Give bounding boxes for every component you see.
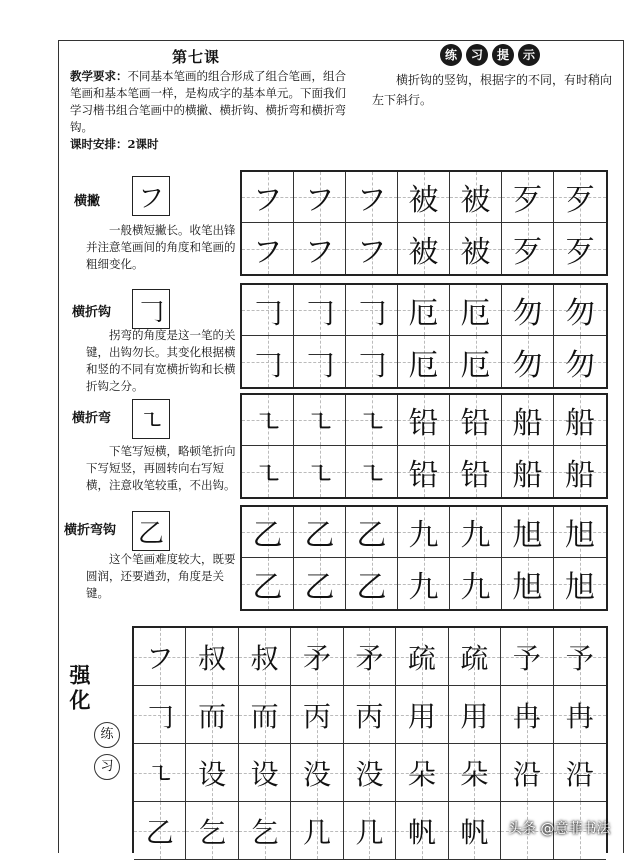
grid-char: 九 [460,518,491,553]
strengthen-cell [501,628,553,686]
grid-cell [398,507,450,558]
strengthen-char: 沿 [565,757,594,791]
strengthen-char: 丙 [303,699,332,733]
class-hours: 课时安排：2课时 [70,137,159,151]
grid-cell [502,558,554,609]
strengthen-cell [554,628,606,686]
grid-cell [398,285,450,336]
grid-char: 铅 [408,406,439,441]
grid-char: 旭 [512,518,543,553]
strengthen-cell [344,802,396,860]
strengthen-cell [291,686,343,744]
strengthen-cell [396,686,448,744]
practice-tips-heading [440,44,540,66]
stroke-demo-box: 乙 [132,511,170,551]
grid-char: フ [252,183,283,218]
grid-char: ㇍ [304,406,335,441]
practice-char: 练 [94,722,120,748]
strengthen-char: 疏 [460,641,489,675]
stroke-label: 横折弯钩 [64,523,117,538]
stroke-demo-box: ㇍ [132,399,170,439]
strengthen-char: 乞 [198,815,227,849]
grid-cell [242,446,294,497]
strengthen-cell [134,744,186,802]
tip-char: 练 [440,44,462,66]
strengthen-char: 用 [407,699,436,733]
grid-cell [242,558,294,609]
grid-char: 𠃌 [356,347,387,383]
strengthen-cell [134,628,186,686]
grid-char: 乙 [252,518,283,553]
grid-cell [450,285,502,336]
grid-cell [502,446,554,497]
grid-char: 𠃌 [356,296,387,331]
grid-cell [294,223,346,274]
grid-char: ㇍ [356,406,387,441]
grid-cell [346,223,398,274]
grid-cell [398,395,450,446]
strengthen-cell [239,686,291,744]
practice-grid [240,170,608,276]
grid-cell [242,395,294,446]
grid-cell [242,336,294,387]
grid-char: 乙 [252,569,283,605]
grid-cell [346,395,398,446]
tip-char: 提 [492,44,514,66]
grid-cell [502,285,554,336]
stroke-label: 横撇 [74,194,101,209]
strengthen-cell [186,802,238,860]
tip-char: 习 [466,44,488,66]
practice-char: 习 [94,754,120,780]
strengthen-char: 丙 [355,699,384,733]
grid-char: 铅 [460,406,491,441]
practice-tip-text: 横折钩的竖钩，根据字的不同，有时稍向左下斜行。 [372,73,613,107]
grid-cell [294,507,346,558]
grid-cell [294,172,346,223]
grid-char: 乙 [304,518,335,553]
grid-cell [242,507,294,558]
strengthen-char: 朵 [460,757,489,791]
strengthen-char: 予 [512,641,541,675]
strengthen-char: 朵 [407,757,436,791]
grid-cell [450,558,502,609]
stroke-note: 下笔写短横，略顿笔折向下写短竖，再圆转向右写短横，注意收笔较重，不出钩。 [86,444,236,492]
grid-cell [450,336,502,387]
strengthen-cell [554,744,606,802]
grid-cell [398,336,450,387]
grid-char: 𠃌 [252,347,283,383]
grid-char: ㇍ [356,457,387,493]
grid-cell [502,223,554,274]
grid-char: 𠃌 [252,296,283,331]
grid-char: 歹 [565,183,595,218]
requirement-text: 不同基本笔画的组合形成了组合笔画，组合笔画和基本笔画一样，是构成字的基本单元。下面我们学习楷书组合笔画中的横撇、横折钩、横折弯和横折弯钩。 [70,69,346,134]
strengthen-cell [449,744,501,802]
grid-char: 𠃌 [304,296,335,331]
strengthen-char: 叔 [250,641,279,675]
stroke-demo-box: 𠃌 [132,289,170,329]
grid-char: 乙 [356,569,387,605]
teaching-requirement [70,68,346,136]
grid-char: 𠃌 [304,347,335,383]
stroke-note: 这个笔画难度较大，既要圆润，还要遒劲，角度是关键。 [86,552,236,600]
strengthen-cell [134,802,186,860]
grid-cell [450,507,502,558]
grid-cell [450,395,502,446]
strengthen-title: 强化 [67,664,92,714]
grid-char: 旭 [512,569,543,605]
stroke-label: 横折弯 [72,411,112,426]
grid-cell [502,172,554,223]
grid-cell [554,336,606,387]
strengthen-char: 矛 [355,641,384,675]
grid-char: 勿 [565,347,595,383]
grid-cell [450,223,502,274]
strengthen-char: 而 [250,699,279,733]
grid-char: 九 [408,569,439,605]
grid-char: 船 [565,406,595,441]
grid-char: 乙 [304,569,335,605]
grid-cell [502,336,554,387]
grid-char: ㇍ [304,457,335,493]
strengthen-char: 矛 [303,641,332,675]
grid-cell [554,446,606,497]
strengthen-char: 冉 [512,699,541,733]
tip-char: 示 [518,44,540,66]
grid-char: 被 [460,234,491,270]
grid-cell [242,223,294,274]
strengthen-char: 冉 [565,699,594,733]
strengthen-cell [239,802,291,860]
strengthen-cell [291,628,343,686]
strengthen-char: 乞 [250,815,279,849]
grid-cell [346,507,398,558]
grid-cell [554,507,606,558]
grid-char: 歹 [512,234,543,270]
strengthen-cell [501,686,553,744]
grid-char: 船 [512,406,543,441]
strengthen-cell [291,802,343,860]
grid-cell [346,285,398,336]
grid-char: 铅 [408,457,439,493]
grid-char: フ [252,234,283,270]
grid-char: 厄 [460,347,491,383]
grid-cell [294,446,346,497]
grid-char: 九 [460,569,491,605]
strengthen-char: ㇍ [145,757,174,791]
grid-char: 勿 [512,347,543,383]
grid-cell [242,172,294,223]
strengthen-cell [344,686,396,744]
strengthen-char: 设 [198,757,227,791]
grid-char: 勿 [512,296,543,331]
strengthen-char: 沿 [512,757,541,791]
strengthen-cell [554,686,606,744]
grid-cell [554,285,606,336]
lesson-title: 第七课 [172,48,221,66]
strengthen-char: 帆 [407,815,436,849]
grid-cell [294,336,346,387]
grid-cell [346,558,398,609]
grid-cell [398,446,450,497]
grid-cell [554,558,606,609]
grid-cell [294,558,346,609]
requirement-label: 教学要求： [70,69,128,83]
strengthen-cell [186,628,238,686]
grid-char: 被 [460,183,491,218]
grid-char: 船 [512,457,543,493]
strengthen-cell [344,744,396,802]
stroke-note: 拐弯的角度是这一笔的关键，出钩勿长。其变化根据横和竖的不同有宽横折钩和长横折钩之分。 [86,328,236,393]
strengthen-cell [186,744,238,802]
strengthen-char: フ [145,641,174,675]
grid-cell [450,446,502,497]
strengthen-cell [344,628,396,686]
strengthen-cell [396,744,448,802]
strengthen-cell [291,744,343,802]
stroke-note: 一般横短撇长。收笔出锋并注意笔画间的角度和笔画的粗细变化。 [86,223,236,271]
strengthen-char: 疏 [407,641,436,675]
strengthen-char: 设 [250,757,279,791]
grid-char: 被 [408,183,439,218]
strengthen-cell [501,744,553,802]
practice-badge [92,716,122,780]
practice-grid [240,283,608,389]
grid-cell [346,446,398,497]
grid-cell [242,285,294,336]
stroke-demo-box: フ [132,176,170,216]
strengthen-cell [239,628,291,686]
grid-char: フ [356,234,387,270]
grid-char: 歹 [512,183,543,218]
grid-char: フ [304,234,335,270]
strengthen-cell [396,802,448,860]
practice-grid [240,393,608,499]
grid-char: 铅 [460,457,491,493]
strengthen-char: 没 [303,757,332,791]
strengthen-char: 予 [565,641,594,675]
watermark: 头条 @意菲书法 [508,821,611,837]
strengthen-cell [396,628,448,686]
grid-cell [346,336,398,387]
grid-char: 旭 [565,569,595,605]
grid-cell [398,558,450,609]
grid-cell [450,172,502,223]
strengthen-char: 几 [355,815,384,849]
grid-char: 歹 [565,234,595,270]
strengthen-char: 𠃌 [145,699,174,733]
grid-char: 厄 [460,296,491,331]
grid-cell [398,172,450,223]
strengthen-char: 而 [198,699,227,733]
grid-char: 乙 [356,518,387,553]
grid-char: フ [304,183,335,218]
grid-char: 厄 [408,347,439,383]
grid-char: 被 [408,234,439,270]
grid-cell [294,285,346,336]
grid-cell [398,223,450,274]
grid-char: 厄 [408,296,439,331]
practice-grid [240,505,608,611]
strengthen-char: 帆 [460,815,489,849]
strengthen-char: 没 [355,757,384,791]
strengthen-char: 叔 [198,641,227,675]
grid-char: 勿 [565,296,595,331]
grid-cell [294,395,346,446]
grid-char: 船 [565,457,595,493]
strengthen-cell [449,802,501,860]
strengthen-char: 几 [303,815,332,849]
grid-char: 旭 [565,518,595,553]
grid-cell [554,172,606,223]
grid-cell [346,172,398,223]
strengthen-cell [186,686,238,744]
grid-char: ㇍ [252,457,283,493]
stroke-label: 横折钩 [72,305,112,320]
grid-char: 九 [408,518,439,553]
grid-cell [554,223,606,274]
strengthen-cell [449,686,501,744]
grid-cell [554,395,606,446]
strengthen-cell [239,744,291,802]
grid-cell [502,507,554,558]
strengthen-char: 用 [460,699,489,733]
grid-char: フ [356,183,387,218]
grid-cell [502,395,554,446]
grid-char: ㇍ [252,406,283,441]
strengthen-char: 乙 [145,815,174,849]
strengthen-cell [449,628,501,686]
strengthen-cell [134,686,186,744]
